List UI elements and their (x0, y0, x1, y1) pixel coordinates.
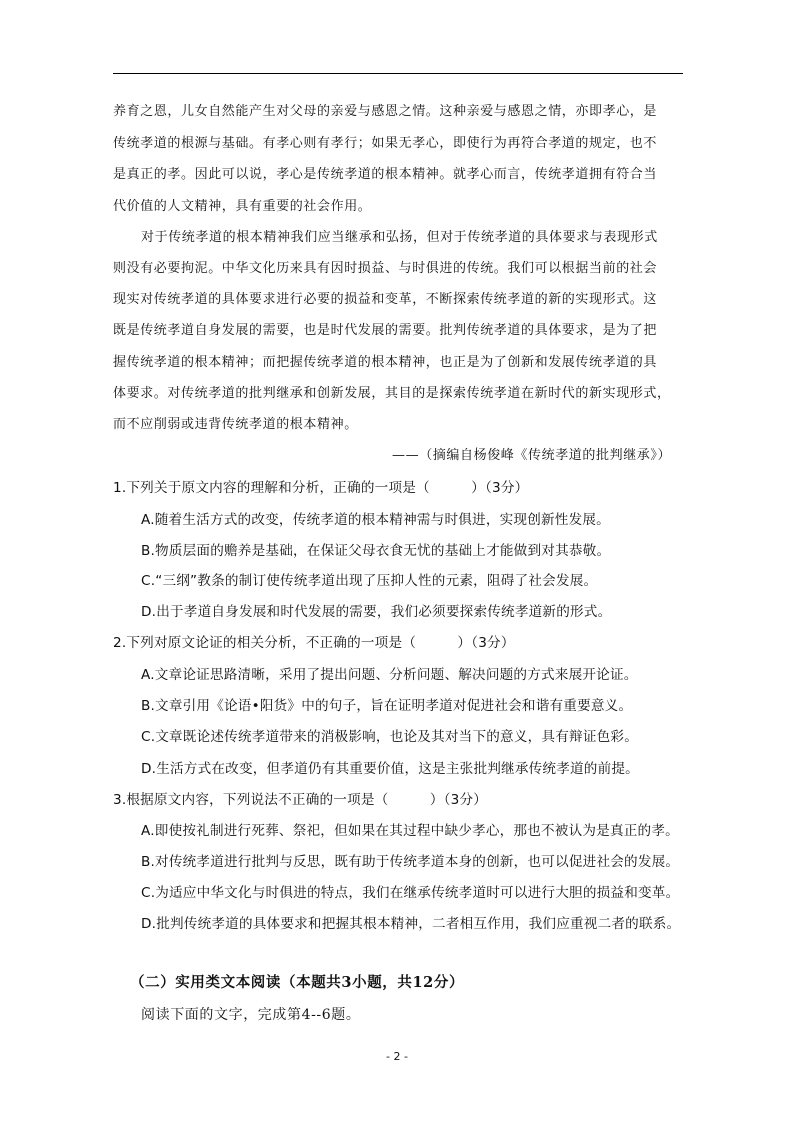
passage-line: 则没有必要拘泥。中华文化历来具有因时损益、与时俱进的传统。我们可以根据当前的社会 (113, 261, 658, 276)
passage-line: 既是传统孝道自身发展的需要，也是时代发展的需要。批判传统孝道的具体要求，是为了把 (113, 323, 658, 338)
page-number: - 2 - (386, 1050, 408, 1063)
question-stem: 3.根据原文内容，下列说法不正确的一项是（ ）（3分） (113, 792, 488, 808)
question-option: B.物质层面的赡养是基础，在保证父母衣食无忧的基础上才能做到对其恭敬。 (141, 543, 611, 559)
question-option: C.“三纲”教条的制订使传统孝道出现了压抑人性的元素，阻碍了社会发展。 (141, 573, 598, 589)
header-rule (113, 73, 683, 74)
question-option: B.文章引用《论语•阳货》中的句子，旨在证明孝道对促进社会和谐有重要意义。 (141, 698, 633, 714)
passage-line: 对于传统孝道的根本精神我们应当继承和弘扬，但对于传统孝道的具体要求与表现形式 (141, 230, 658, 245)
question-option: B.对传统孝道进行批判与反思，既有助于传统孝道本身的创新，也可以促进社会的发展。 (141, 854, 680, 870)
question-option: D.批判传统孝道的具体要求和把握其根本精神，二者相互作用，我们应重视二者的联系。 (141, 916, 681, 932)
passage-line: 现实对传统孝道的具体要求进行必要的损益和变革，不断探索传统孝道的新的实现形式。这 (113, 292, 658, 307)
passage-line: 代价值的人文精神，具有重要的社会作用。 (113, 199, 372, 214)
question-option: C.文章既论述传统孝道带来的消极影响，也论及其对当下的意义，具有辩证色彩。 (141, 729, 638, 745)
passage-line: 握传统孝道的根本精神；而把握传统孝道的根本精神，也正是为了创新和发展传统孝道的具 (113, 355, 658, 370)
passage-line: 而不应削弱或违背传统孝道的根本精神。 (113, 417, 358, 432)
section-heading: （二）实用类文本阅读（本题共3小题，共12分） (130, 974, 465, 991)
question-stem: 2.下列对原文论证的相关分析，不正确的一项是（ ）（3分） (113, 635, 515, 651)
question-option: D.出于孝道自身发展和时代发展的需要，我们必须要探索传统孝道新的形式。 (141, 604, 612, 620)
section-instruction: 阅读下面的文字，完成第4--6题。 (141, 1007, 361, 1023)
question-stem: 1.下列关于原文内容的理解和分析，正确的一项是（ ）（3分） (113, 480, 529, 496)
passage-source: ——（摘编自杨俊峰《传统孝道的批判继承》） (392, 448, 672, 463)
passage-line: 养育之恩，儿女自然能产生对父母的亲爱与感恩之情。这种亲爱与感恩之情，亦即孝心，是 (113, 104, 658, 119)
question-option: A.即使按礼制进行死葬、祭祀，但如果在其过程中缺少孝心，那也不被认为是真正的孝。 (141, 823, 679, 839)
question-option: A.文章论证思路清晰，采用了提出问题、分析问题、解决问题的方式来展开论证。 (141, 667, 638, 683)
question-option: D.生活方式在改变，但孝道仍有其重要价值，这是主张批判继承传统孝道的前提。 (141, 761, 639, 777)
question-option: C.为适应中华文化与时俱进的特点，我们在继承传统孝道时可以进行大胆的损益和变革。 (141, 885, 680, 901)
question-option: A.随着生活方式的改变，传统孝道的根本精神需与时俱进，实现创新性发展。 (141, 512, 610, 528)
passage-line: 是真正的孝。因此可以说，孝心是传统孝道的根本精神。就孝心而言，传统孝道拥有符合当 (113, 167, 658, 182)
passage-line: 体要求。对传统孝道的批判继承和创新发展，其目的是探索传统孝道在新时代的新实现形式， (113, 386, 671, 401)
passage-line: 传统孝道的根源与基础。有孝心则有孝行；如果无孝心，即使行为再符合孝道的规定，也不 (113, 136, 658, 151)
